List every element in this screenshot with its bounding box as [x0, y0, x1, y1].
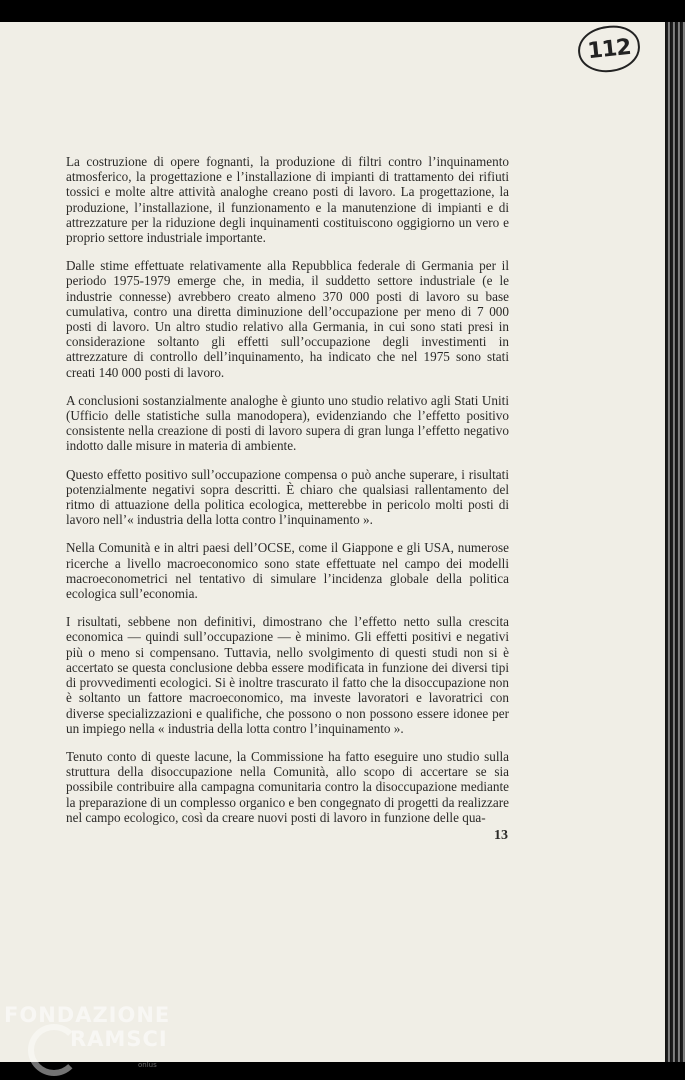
paragraph-3: A conclusioni sostanzialmente analoghe è giunto uno studio relativo agli Stati Uniti (Ufficio delle statistiche sulla manodopera), evidenziando che l’effetto positivo consistente nella creazione di posti di lavoro supera di gran lunga l’effetto negativo indotto dalle misure in materia di ambiente. — [66, 392, 509, 454]
watermark-subtitle: onlus — [138, 1061, 157, 1069]
body-text — [66, 154, 509, 838]
paragraph-2: Dalle stime effettuate relativamente alla Repubblica federale di Germania per il periodo 1975-1979 emerge che, in media, il suddetto settore industriale (e le industrie connesse) avrebbero creato almeno 370 000 posti di lavoro su base cumulativa, contro una diretta diminuzione dell’occupazione per meno di 7 000 posti di lavoro. Un altro studio relativo alla Germania, in cui sono stati presi in considerazione soltanto gli effetti sull’occupazione degli investimenti in attrezzature di controllo dell’inquinamento, ha indicato che nel 1975 sono stati creati 140 000 posti di lavoro. — [66, 258, 509, 380]
paragraph-5: Nella Comunità e in altri paesi dell’OCSE, come il Giappone e gli USA, numerose ricerche a livello macroeconomico sono state effettuate nel campo dei modelli macroeconometrici nel tentativo di simulare l’incidenza globale della politica ecologica sull’economia. — [66, 540, 509, 602]
paragraph-6: I risultati, sebbene non definitivi, dimostrano che l’effetto netto sulla crescita economica — quindi sull’occupazione — è minimo. Gli effetti positivi e negativi più o meno si compensano. Tuttavia, nello svolgimento di questi studi non si è accertato se questa conclusione debba essere modificata in funzione dei diversi tipi di provvedimenti ecologici. Si è inoltre trascurato il fatto che la disoccupazione non è soltanto un fattore macroeconomico, ma investe lavoratori e lavoratrici con diverse specializzazioni e qualifiche, che possono o non possono essere idonee per un impiego nella « industria della lotta contro l’inquinamento ». — [66, 614, 509, 736]
page-stack-edge — [665, 22, 685, 1062]
watermark — [4, 1003, 171, 1069]
watermark-line-1: FONDAZIONE — [4, 1003, 171, 1027]
page-number: 13 — [494, 828, 508, 843]
handwritten-folio-number: 112 — [576, 23, 642, 75]
paragraph-7: Tenuto conto di queste lacune, la Commissione ha fatto eseguire uno studio sulla struttura della disoccupazione nella Comunità, allo scopo di accertare se sia possibile contribuire alla campagna comunitaria contro la disoccupazione mediante la preparazione di un complesso organico e ben congegnato di progetti da realizzare nel campo ecologico, così da creare nuovi posti di lavoro in funzione delle qua- — [66, 748, 509, 825]
paragraph-4: Questo effetto positivo sull’occupazione compensa o può anche superare, i risultati potenzialmente negativi sopra descritti. È chiaro che qualsiasi rallentamento del ritmo di attuazione della politica ecologica, metterebbe in pericolo molti posti di lavoro nell’« industria della lotta contro l’inquinamento ». — [66, 466, 509, 528]
watermark-line-2: RAMSCI — [70, 1027, 168, 1051]
paragraph-1: La costruzione di opere fognanti, la produzione di filtri contro l’inquinamento atmosferico, la progettazione e l’installazione di impianti di trattamento dei rifiuti tossici e molte altre attività analoghe creano posti di lavoro. La progettazione, la produzione, l’installazione, il funzionamento e la manutenzione di impianti e di attrezzature per la riduzione degli inquinamenti costituiscono oggigiorno un vero e proprio settore industriale importante. — [66, 154, 509, 246]
